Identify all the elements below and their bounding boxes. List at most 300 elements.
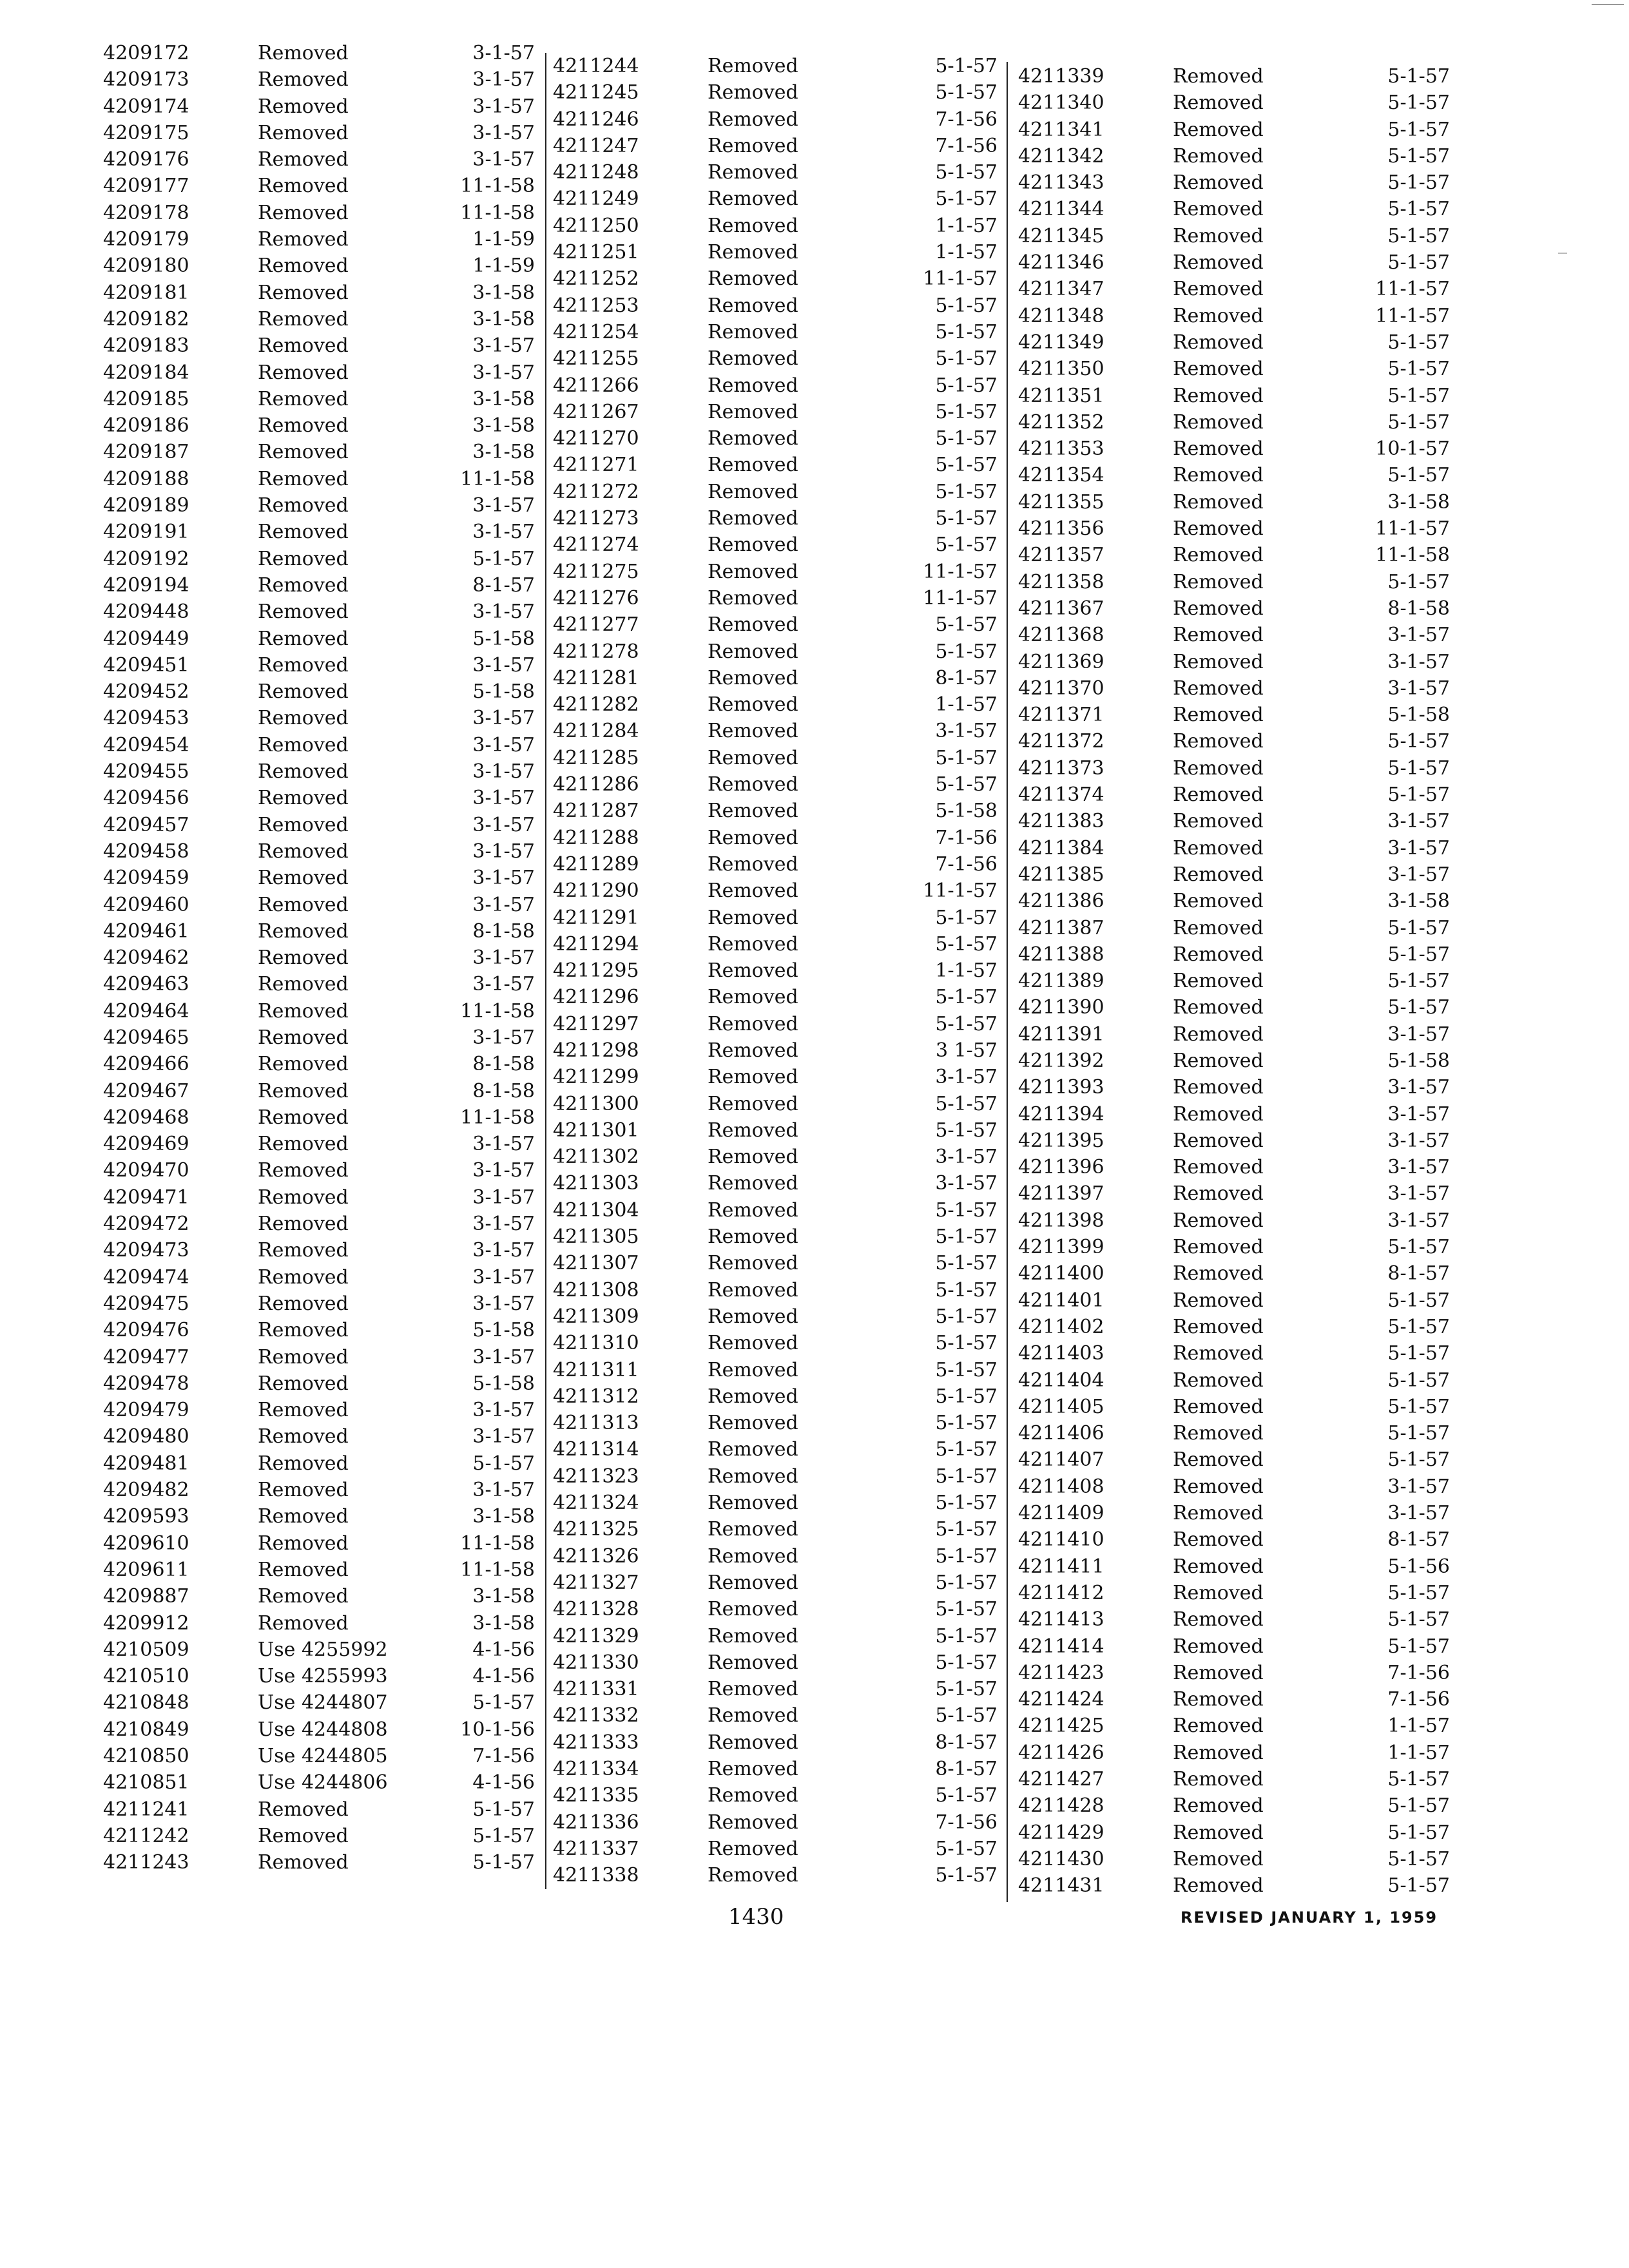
effective-date: 3-1-57 [472,893,535,916]
part-number: 4211276 [553,586,639,610]
effective-date: 3-1-57 [935,1066,998,1089]
status: Removed [258,947,349,970]
effective-date: 3-1-58 [472,1611,535,1635]
status: Removed [708,586,798,610]
effective-date: 3-1-58 [1387,890,1450,913]
status: Removed [708,693,798,716]
status: Removed [258,387,349,410]
part-number: 4211426 [1018,1741,1104,1764]
status: Removed [1173,836,1264,860]
part-number: 4211394 [1018,1102,1104,1126]
status: Removed [258,95,349,118]
status: Removed [258,653,349,677]
effective-date: 5-1-57 [935,1385,998,1408]
status: Removed [258,1265,349,1289]
effective-date: 5-1-57 [935,1198,998,1222]
part-number: 4211396 [1018,1156,1104,1179]
part-number: 4211405 [1018,1395,1104,1418]
part-number: 4211327 [553,1571,639,1594]
status: Removed [708,1811,798,1834]
part-number: 4211408 [1018,1475,1104,1498]
part-number: 4211401 [1018,1289,1104,1312]
effective-date: 5-1-57 [935,55,998,77]
effective-date: 7-1-56 [935,1811,998,1834]
effective-date: 5-1-57 [935,986,998,1009]
effective-date: 3-1-57 [1387,624,1450,647]
part-number: 4211299 [553,1066,639,1089]
status: Removed [1173,650,1264,673]
status: Removed [1173,1023,1264,1046]
part-number: 4211282 [553,693,639,716]
part-number: 4209194 [103,573,189,597]
effective-date: 3-1-58 [472,1505,535,1528]
part-number: 4209470 [103,1159,189,1182]
effective-date: 5-1-57 [935,613,998,637]
status: Removed [708,1651,798,1674]
status: Use 4255992 [258,1638,388,1661]
status: Removed [1173,65,1264,88]
status: Removed [258,573,349,597]
status: Removed [708,1758,798,1780]
part-number: 4211373 [1018,756,1104,780]
part-number: 4209192 [103,547,189,570]
status: Removed [708,560,798,583]
status: Removed [708,1731,798,1754]
status: Removed [258,201,349,224]
part-number: 4209481 [103,1452,189,1475]
status: Removed [1173,570,1264,593]
effective-date: 8-1-58 [1387,597,1450,620]
status: Removed [708,480,798,503]
part-number: 4211351 [1018,384,1104,407]
effective-date: 3-1-57 [472,1292,535,1315]
status: Removed [258,1532,349,1555]
effective-date: 3-1-58 [472,441,535,464]
status: Removed [708,1624,798,1648]
part-number: 4211332 [553,1704,639,1727]
effective-date: 5-1-57 [1387,118,1450,141]
effective-date: 7-1-56 [1387,1661,1450,1684]
status: Removed [1173,624,1264,647]
part-number: 4211284 [553,720,639,743]
status: Removed [258,973,349,996]
status: Removed [258,1186,349,1209]
effective-date: 3-1-57 [472,1213,535,1236]
effective-date: 5-1-57 [935,1544,998,1568]
effective-date: 5-1-57 [1387,331,1450,354]
part-number: 4210510 [103,1665,189,1688]
effective-date: 5-1-57 [935,1412,998,1435]
status: Removed [258,627,349,650]
effective-date: 11-1-57 [923,586,998,610]
status: Removed [1173,1688,1264,1711]
status: Removed [1173,1847,1264,1870]
status: Removed [258,1079,349,1102]
part-number: 4209456 [103,787,189,810]
effective-date: 5-1-58 [472,680,535,704]
part-number: 4211339 [1018,65,1104,88]
status: Removed [1173,464,1264,487]
effective-date: 5-1-57 [1387,783,1450,807]
effective-date: 5-1-57 [935,1465,998,1488]
effective-date: 5-1-56 [1387,1555,1450,1578]
status: Removed [708,986,798,1009]
effective-date: 5-1-57 [1387,1794,1450,1818]
effective-date: 1-1-59 [472,228,535,251]
part-number: 4211248 [553,161,639,184]
effective-date: 8-1-58 [472,1079,535,1102]
part-number: 4209188 [103,467,189,490]
effective-date: 11-1-58 [460,175,535,198]
effective-date: 3-1-57 [472,1159,535,1182]
status: Removed [1173,1369,1264,1392]
status: Removed [258,547,349,570]
part-number: 4209469 [103,1133,189,1156]
part-number: 4211352 [1018,410,1104,434]
part-number: 4211277 [553,613,639,637]
part-number: 4211307 [553,1252,639,1275]
effective-date: 3-1-57 [472,1399,535,1422]
part-number: 4211358 [1018,570,1104,593]
part-number: 4211281 [553,666,639,689]
effective-date: 3-1-57 [472,601,535,624]
part-number: 4211423 [1018,1661,1104,1684]
column-divider-2 [1007,62,1008,1902]
part-number: 4211372 [1018,730,1104,753]
status: Removed [258,228,349,251]
part-number: 4211431 [1018,1874,1104,1898]
status: Removed [708,666,798,689]
status: Removed [708,746,798,769]
part-number: 4211251 [553,241,639,264]
part-number: 4211410 [1018,1528,1104,1552]
status: Removed [708,454,798,477]
status: Removed [708,347,798,370]
status: Removed [1173,943,1264,966]
effective-date: 3-1-57 [472,42,535,64]
effective-date: 5-1-57 [935,294,998,317]
status: Removed [708,214,798,237]
status: Removed [708,1544,798,1568]
part-number: 4211309 [553,1305,639,1328]
status: Removed [258,307,349,331]
effective-date: 5-1-57 [935,161,998,184]
effective-date: 3-1-57 [1387,1156,1450,1179]
part-number: 4211333 [553,1731,639,1754]
effective-date: 11-1-58 [460,201,535,224]
status: Removed [708,55,798,77]
effective-date: 5-1-57 [935,1358,998,1381]
part-number: 4209457 [103,813,189,836]
status: Removed [1173,677,1264,700]
part-number: 4209474 [103,1265,189,1289]
effective-date: 5-1-57 [935,1305,998,1328]
part-number: 4210849 [103,1718,189,1741]
part-number: 4209453 [103,707,189,730]
part-number: 4209611 [103,1558,189,1581]
status: Removed [1173,1635,1264,1658]
status: Removed [258,1292,349,1315]
part-number: 4211400 [1018,1262,1104,1285]
effective-date: 3-1-57 [472,867,535,890]
effective-date: 3-1-57 [1387,1023,1450,1046]
effective-date: 3-1-58 [1387,490,1450,514]
part-number: 4211411 [1018,1555,1104,1578]
part-number: 4211349 [1018,331,1104,354]
part-number: 4211341 [1018,118,1104,141]
status: Removed [708,533,798,557]
effective-date: 5-1-57 [935,81,998,104]
status: Removed [708,81,798,104]
part-number: 4209175 [103,121,189,144]
status: Removed [258,175,349,198]
status: Removed [258,601,349,624]
status: Removed [708,1119,798,1142]
part-number: 4211384 [1018,836,1104,860]
effective-date: 5-1-57 [1387,65,1450,88]
effective-date: 5-1-57 [472,547,535,570]
effective-date: 3-1-58 [472,387,535,410]
status: Removed [708,108,798,131]
effective-date: 5-1-57 [935,400,998,423]
part-number: 4211413 [1018,1608,1104,1631]
status: Removed [1173,91,1264,115]
effective-date: 1-1-57 [935,693,998,716]
part-number: 4210851 [103,1771,189,1794]
status: Removed [258,999,349,1023]
status: Removed [1173,251,1264,274]
effective-date: 11-1-57 [923,879,998,903]
effective-date: 3-1-57 [935,1172,998,1195]
part-number: 4211323 [553,1465,639,1488]
status: Removed [1173,331,1264,354]
effective-date: 5-1-58 [472,627,535,650]
effective-date: 8-1-57 [935,666,998,689]
part-number: 4211428 [1018,1794,1104,1818]
part-number: 4209465 [103,1026,189,1049]
part-number: 4209173 [103,68,189,91]
status: Removed [258,121,349,144]
part-number: 4211399 [1018,1236,1104,1259]
effective-date: 3-1-57 [472,973,535,996]
part-number: 4211302 [553,1146,639,1169]
status: Removed [1173,1156,1264,1179]
part-number: 4209460 [103,893,189,916]
part-number: 4209477 [103,1345,189,1369]
part-number: 4209191 [103,521,189,544]
part-number: 4211386 [1018,890,1104,913]
effective-date: 5-1-57 [935,932,998,956]
effective-date: 5-1-57 [472,1798,535,1821]
effective-date: 5-1-57 [935,347,998,370]
effective-date: 5-1-57 [1387,1315,1450,1338]
effective-date: 3-1-57 [1387,1182,1450,1206]
effective-date: 3-1-57 [1387,677,1450,700]
status: Removed [708,1518,798,1541]
effective-date: 8-1-57 [935,1731,998,1754]
status: Removed [708,932,798,956]
effective-date: 5-1-58 [472,1319,535,1342]
status: Removed [1173,1236,1264,1259]
effective-date: 3-1-57 [1387,1209,1450,1232]
part-number: 4209455 [103,760,189,783]
part-number: 4209172 [103,42,189,64]
effective-date: 5-1-57 [1387,970,1450,993]
status: Removed [708,852,798,876]
status: Removed [258,787,349,810]
effective-date: 8-1-58 [472,919,535,943]
part-number: 4211424 [1018,1688,1104,1711]
effective-date: 1-1-57 [1387,1741,1450,1764]
effective-date: 11-1-57 [923,560,998,583]
status: Removed [258,361,349,384]
status: Removed [1173,144,1264,168]
effective-date: 5-1-57 [935,1332,998,1355]
part-number: 4211348 [1018,304,1104,327]
effective-date: 11-1-58 [1375,544,1450,567]
part-number: 4211271 [553,454,639,477]
part-number: 4211286 [553,773,639,796]
part-number: 4211427 [1018,1768,1104,1791]
part-number: 4211304 [553,1198,639,1222]
part-number: 4209459 [103,867,189,890]
effective-date: 5-1-57 [935,1438,998,1461]
status: Removed [1173,1794,1264,1818]
status: Removed [708,1837,798,1860]
status: Removed [708,800,798,823]
status: Removed [1173,1821,1264,1844]
part-number: 4211350 [1018,358,1104,381]
effective-date: 3-1-57 [1387,863,1450,886]
status: Removed [1173,224,1264,247]
effective-date: 8-1-57 [935,1758,998,1780]
status: Use 4255993 [258,1665,388,1688]
part-number: 4209176 [103,148,189,171]
status: Removed [258,707,349,730]
part-number: 4211314 [553,1438,639,1461]
status: Removed [708,1465,798,1488]
status: Removed [1173,1741,1264,1764]
effective-date: 5-1-57 [1387,251,1450,274]
status: Removed [258,1611,349,1635]
effective-date: 3-1-57 [472,1026,535,1049]
part-number: 4209912 [103,1611,189,1635]
part-number: 4209174 [103,95,189,118]
status: Removed [708,1385,798,1408]
effective-date: 5-1-57 [935,1012,998,1035]
status: Removed [708,1146,798,1169]
effective-date: 5-1-57 [935,906,998,929]
status: Removed [1173,916,1264,939]
effective-date: 3-1-57 [472,148,535,171]
effective-date: 3-1-57 [472,121,535,144]
status: Removed [708,640,798,663]
part-number: 4211287 [553,800,639,823]
effective-date: 11-1-58 [460,1558,535,1581]
effective-date: 5-1-57 [935,1704,998,1727]
status: Removed [708,720,798,743]
effective-date: 5-1-57 [935,1678,998,1701]
effective-date: 3-1-57 [935,1146,998,1169]
effective-date: 4-1-56 [472,1638,535,1661]
effective-date: 5-1-57 [935,1252,998,1275]
effective-date: 3-1-57 [472,1186,535,1209]
status: Removed [708,507,798,530]
status: Use 4244807 [258,1691,388,1715]
part-number: 4209593 [103,1505,189,1528]
part-number: 4210850 [103,1745,189,1767]
part-number: 4211278 [553,640,639,663]
status: Removed [1173,1661,1264,1684]
effective-date: 1-1-57 [935,214,998,237]
status: Removed [1173,1422,1264,1445]
part-number: 4211296 [553,986,639,1009]
effective-date: 5-1-57 [935,773,998,796]
status: Removed [1173,1608,1264,1631]
part-number: 4209185 [103,387,189,410]
status: Removed [258,1213,349,1236]
part-number: 4211414 [1018,1635,1104,1658]
effective-date: 3-1-57 [1387,1502,1450,1525]
status: Removed [708,1039,798,1062]
page-number: 1430 [728,1904,784,1930]
status: Removed [708,959,798,983]
status: Removed [708,400,798,423]
part-number: 4211243 [103,1851,189,1874]
effective-date: 3-1-57 [472,840,535,863]
status: Removed [708,134,798,157]
status: Removed [258,680,349,704]
part-number: 4209452 [103,680,189,704]
status: Removed [1173,863,1264,886]
status: Removed [258,521,349,544]
part-number: 4211266 [553,374,639,397]
effective-date: 11-1-58 [460,1106,535,1129]
status: Removed [258,1106,349,1129]
status: Removed [708,1198,798,1222]
effective-date: 3-1-57 [472,521,535,544]
status: Removed [708,241,798,264]
effective-date: 5-1-57 [935,480,998,503]
status: Removed [708,613,798,637]
part-number: 4209887 [103,1585,189,1608]
status: Removed [258,1345,349,1369]
effective-date: 5-1-58 [1387,704,1450,727]
effective-date: 3-1-57 [472,653,535,677]
part-number: 4211272 [553,480,639,503]
status: Removed [1173,544,1264,567]
part-number: 4209479 [103,1399,189,1422]
part-number: 4211371 [1018,704,1104,727]
scan-mark [1558,253,1567,254]
status: Use 4244805 [258,1745,388,1767]
effective-date: 3-1-57 [472,361,535,384]
part-number: 4211270 [553,427,639,450]
part-number: 4211301 [553,1119,639,1142]
part-number: 4210509 [103,1638,189,1661]
part-number: 4209475 [103,1292,189,1315]
status: Removed [708,1012,798,1035]
part-number: 4209473 [103,1239,189,1262]
effective-date: 8-1-58 [472,1053,535,1076]
status: Removed [258,1372,349,1395]
part-number: 4211345 [1018,224,1104,247]
effective-date: 5-1-57 [1387,730,1450,753]
status: Removed [1173,1874,1264,1898]
status: Removed [708,1332,798,1355]
status: Removed [1173,1262,1264,1285]
part-number: 4211346 [1018,251,1104,274]
